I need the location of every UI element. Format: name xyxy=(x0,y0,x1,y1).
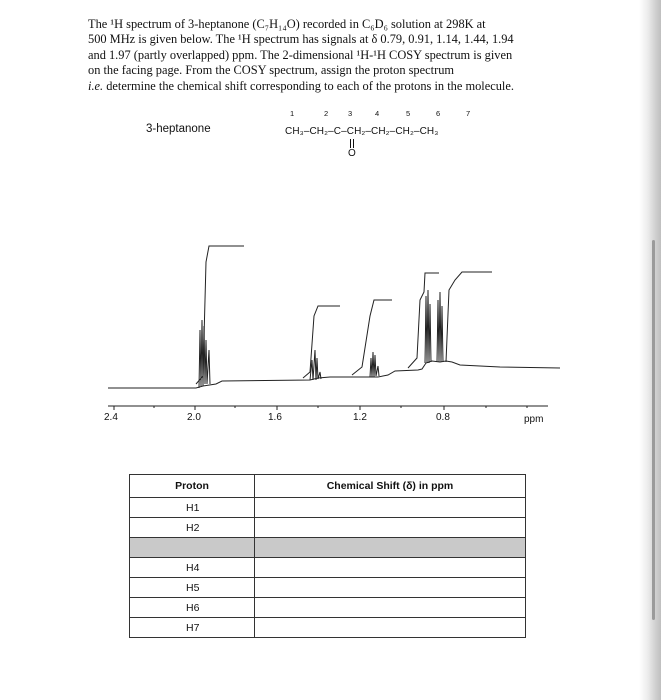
intro-line-4: on the facing page. From the COSY spectrum, assign the proton spectrum xyxy=(88,63,455,78)
table-row xyxy=(130,598,526,618)
scrollbar[interactable] xyxy=(652,240,655,620)
shift-cell[interactable] xyxy=(255,518,526,538)
atom-number-6: 6 xyxy=(436,109,441,118)
shift-cell[interactable] xyxy=(255,598,526,618)
atom-number-5: 5 xyxy=(406,109,411,118)
axis-unit-label: ppm xyxy=(524,414,544,425)
atom-number-2: 2 xyxy=(324,109,329,118)
intro-ie: i.e. xyxy=(88,78,104,93)
table-row xyxy=(130,518,526,538)
shift-cell xyxy=(255,538,526,558)
header-proton: Proton xyxy=(130,475,255,498)
proton-cell xyxy=(130,538,255,558)
atom-number-3: 3 xyxy=(348,109,353,118)
intro-line-2: 500 MHz is given below. The ¹H spectrum has signals at δ 0.79, 0.91, 1.14, 1.44, 1.94 xyxy=(88,32,514,47)
table-row xyxy=(130,558,526,578)
shift-cell[interactable] xyxy=(255,558,526,578)
carbonyl-oxygen: O xyxy=(348,148,356,159)
proton-cell: H1 xyxy=(130,498,255,518)
tick-label-1-2: 1.2 xyxy=(353,412,367,423)
table-row xyxy=(130,498,526,518)
spectrum-baseline xyxy=(108,361,560,388)
table-row xyxy=(130,578,526,598)
shift-cell[interactable] xyxy=(255,578,526,598)
chemical-shift-table xyxy=(129,474,526,638)
tick-label-2-0: 2.0 xyxy=(187,412,201,423)
proton-cell: H4 xyxy=(130,558,255,578)
header-chemical-shift: Chemical Shift (δ) in ppm xyxy=(255,475,526,498)
molecule-formula: CH₃–CH₂–C–CH₂–CH₂–CH₂–CH₃ xyxy=(285,126,439,137)
shift-cell[interactable] xyxy=(255,498,526,518)
peak-0-91 xyxy=(425,290,431,363)
intro-line-5-rest: determine the chemical shift corresponding to each of the protons in the molecule. xyxy=(103,78,514,93)
table-row xyxy=(130,618,526,638)
molecule-name: 3-heptanone xyxy=(146,123,211,135)
atom-number-7: 7 xyxy=(466,109,471,118)
intro-line-3: and 1.97 (partly overlapped) ppm. The 2-dimensional ¹H-¹H COSY spectrum is given xyxy=(88,47,513,62)
integral-2 xyxy=(303,306,340,378)
table-row-shaded xyxy=(130,538,526,558)
atom-number-4: 4 xyxy=(375,109,380,118)
atom-number-1: 1 xyxy=(290,109,295,118)
tick-label-2-4: 2.4 xyxy=(104,412,118,423)
page-edge-shadow xyxy=(639,0,661,700)
proton-cell: H5 xyxy=(130,578,255,598)
peak-1-14 xyxy=(370,352,379,377)
peak-0-79 xyxy=(437,292,443,362)
proton-cell: H2 xyxy=(130,518,255,538)
table-header-row xyxy=(130,475,526,498)
intro-line-1: The ¹H spectrum of 3-heptanone (C₇H₁₄O) recorded in C₆D₆ solution at 298K at xyxy=(88,17,486,31)
integral-5 xyxy=(446,272,492,362)
proton-cell: H7 xyxy=(130,618,255,638)
integral-4 xyxy=(408,273,439,368)
integral-1 xyxy=(196,246,244,384)
shift-cell[interactable] xyxy=(255,618,526,638)
tick-label-0-8: 0.8 xyxy=(436,412,450,423)
tick-label-1-6: 1.6 xyxy=(268,412,282,423)
proton-cell: H6 xyxy=(130,598,255,618)
integral-3 xyxy=(352,300,392,375)
